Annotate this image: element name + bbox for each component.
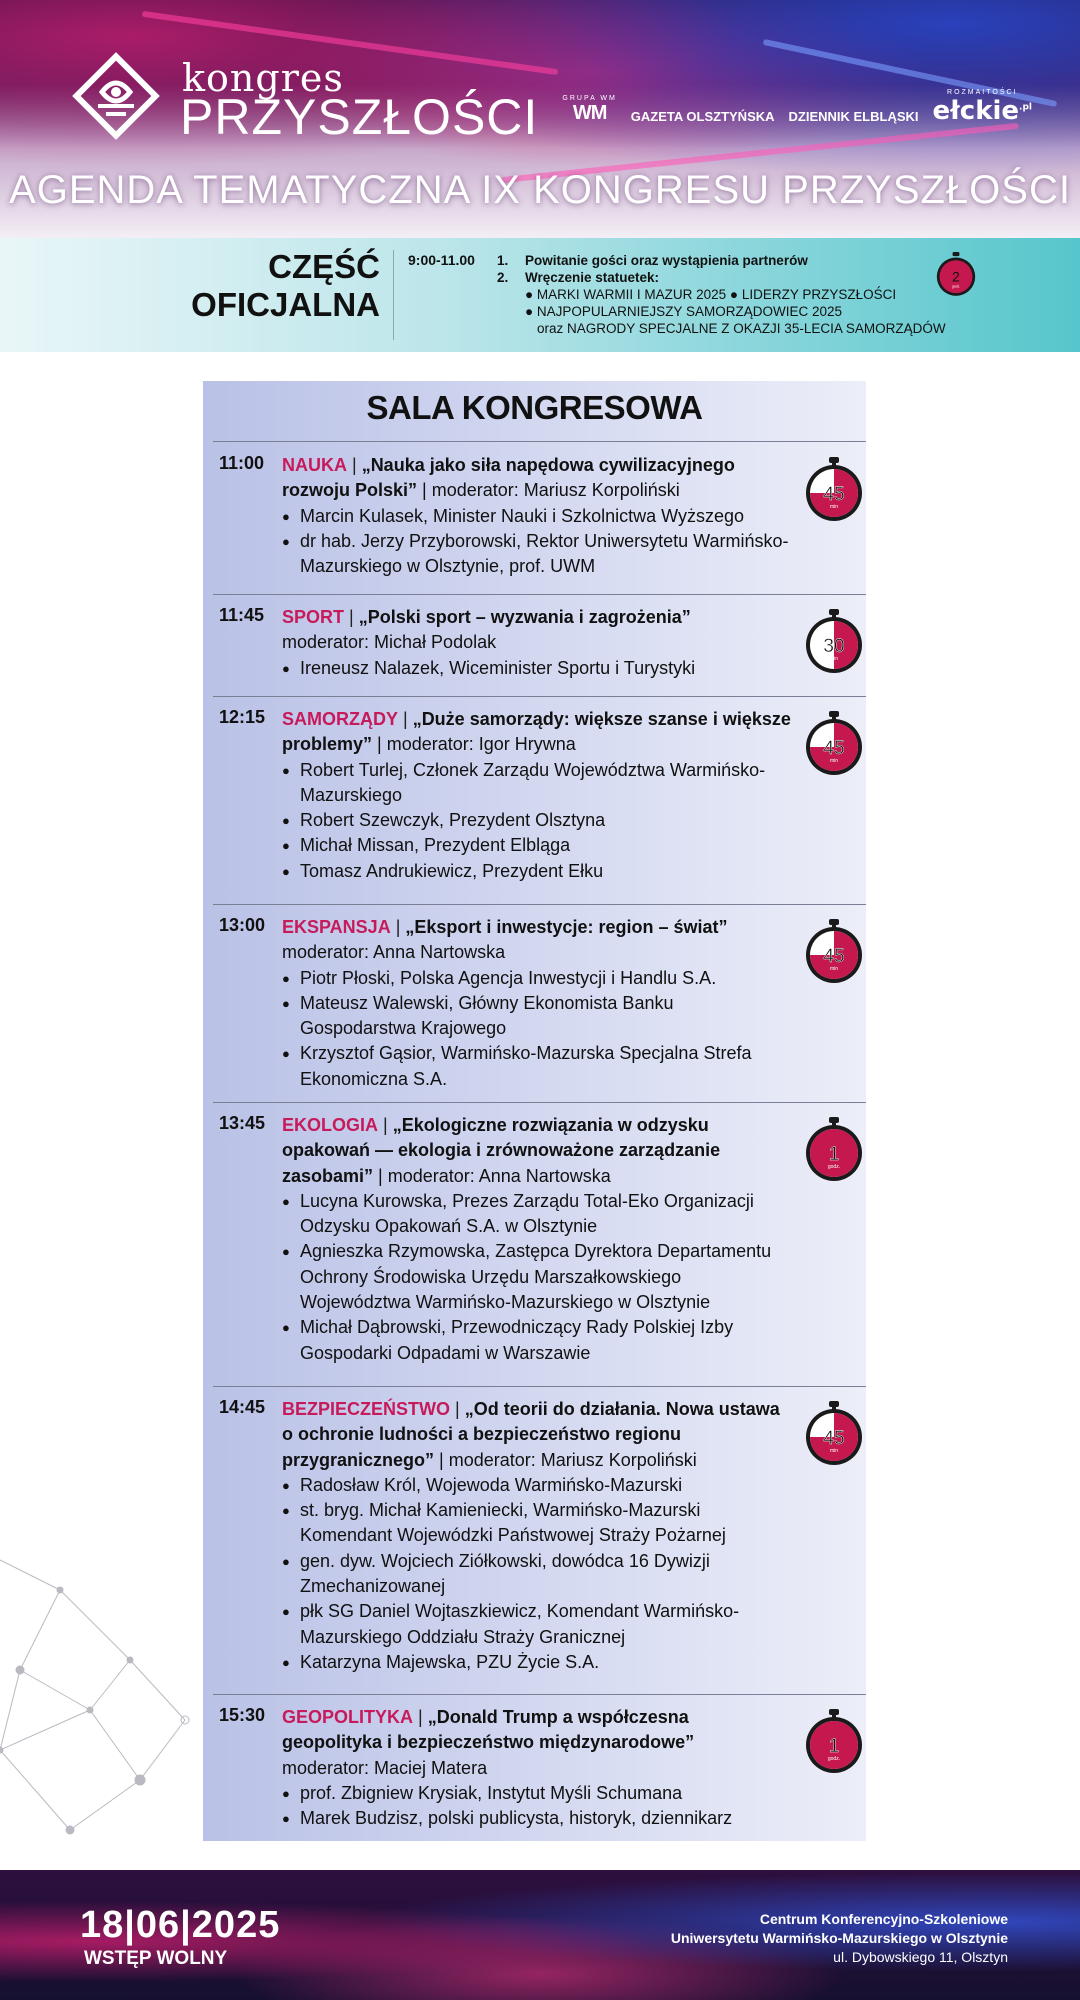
session-category: SPORT [282, 607, 345, 627]
session-category: BEZPIECZEŃSTWO [282, 1399, 451, 1419]
session-time: 13:00 [219, 915, 266, 935]
timer-value: 30 [823, 636, 845, 657]
speaker-item: ● Marek Budzisz, polski publicysta, historyk, dziennikarz [282, 1806, 792, 1831]
stopwatch-icon [802, 609, 866, 679]
timer-unit: min [829, 504, 839, 510]
session-body [282, 1397, 792, 1675]
timer-value: 45 [823, 946, 845, 967]
partner-elckie-suffix: .pl [1019, 101, 1032, 112]
timer-unit: min [829, 1448, 839, 1454]
session-topic: „Donald Trump a współczesna geopolityka i bezpieczeństwo międzynarodowe” [282, 1707, 695, 1753]
timer-value: 1 [828, 1736, 840, 1757]
separator: | [450, 1399, 465, 1419]
official-items [497, 252, 946, 337]
speaker-item: ● Michał Missan, Prezydent Elbląga [282, 833, 792, 858]
official-title-line1: CZĘŚĆ [268, 248, 380, 285]
venue-line: ul. Dybowskiego 11, Olsztyn [833, 1949, 1008, 1965]
agenda-session [213, 905, 866, 1103]
kongres-logo-icon [68, 48, 164, 144]
entry-info: WSTĘP WOLNY [84, 1948, 228, 1969]
agenda-session [213, 697, 866, 905]
official-item-number: 1. [497, 253, 509, 268]
session-time: 13:45 [219, 1113, 266, 1133]
official-item-number: 2. [497, 270, 509, 285]
official-part-band [0, 238, 1080, 352]
speaker-list [282, 966, 792, 1092]
speaker-item: ● gen. dyw. Wojciech Ziółkowski, dowódca 16 Dywizji Zmechanizowanej [282, 1549, 792, 1600]
timer-value: 2 [952, 269, 960, 285]
speaker-item: ● Katarzyna Majewska, PZU Życie S.A. [282, 1650, 792, 1675]
official-time: 9:00-11.00 [408, 252, 475, 268]
session-time: 11:45 [219, 605, 265, 625]
official-item-awards: Wręczenie statuetek: [525, 270, 660, 285]
timer-value: 45 [823, 738, 845, 759]
partner-logos [562, 89, 1032, 126]
session-moderator: moderator: Anna Nartowska [282, 942, 506, 963]
partner-grupa-label: GRUPA WM [562, 94, 617, 102]
speaker-item: ● płk SG Daniel Wojtaszkiewicz, Komendant Warmińsko-Mazurskiego Oddziału Straży Granicznej [282, 1599, 792, 1650]
separator: | [398, 709, 413, 729]
stopwatch-icon [934, 252, 978, 300]
session-body [282, 605, 792, 681]
session-category: SAMORZĄDY [282, 709, 398, 729]
stopwatch-icon [802, 919, 866, 989]
speaker-item: ● Piotr Płoski, Polska Agencja Inwestycji i Handlu S.A. [282, 966, 792, 991]
speaker-item: ● Michał Dąbrowski, Przewodniczący Rady Polskiej Izby Gospodarki Odpadami w Warszawie [282, 1315, 792, 1366]
session-topic: „Polski sport – wyzwania i zagrożenia” [358, 607, 691, 627]
speaker-item: ● Marcin Kulasek, Minister Nauki i Szkolnictwa Wyższego [282, 504, 792, 529]
speaker-item: ● Robert Szewczyk, Prezydent Olsztyna [282, 808, 792, 833]
official-part-title [191, 248, 380, 324]
timer-value: 1 [828, 1144, 840, 1165]
session-topic: „Nauka jako siła napędowa cywilizacyjnego rozwoju Polski” [282, 455, 735, 501]
official-award-line: ● MARKI WARMII I MAZUR 2025 ● LIDERZY PRZYSZŁOŚCI [525, 287, 897, 302]
speaker-list [282, 758, 792, 884]
session-category: NAUKA [282, 455, 347, 475]
speaker-item: ● Radosław Król, Wojewoda Warmińsko-Mazurski [282, 1473, 792, 1498]
stopwatch-icon [802, 1709, 866, 1779]
partner-elckie [932, 89, 1032, 126]
session-topic: „Od teorii do działania. Nowa ustawa o ochronie ludności a bezpieczeństwo regionu przygranicznego” [282, 1399, 780, 1470]
agenda-session [213, 1695, 866, 1841]
brand-name-top: kongres [182, 56, 344, 100]
separator: | [378, 1115, 393, 1135]
session-time: 12:15 [219, 707, 266, 727]
speaker-item: ● Tomasz Andrukiewicz, Prezydent Ełku [282, 859, 792, 884]
timer-value: 45 [823, 1428, 845, 1449]
official-award-line: ● NAJPOPULARNIEJSZY SAMORZĄDOWIEC 2025 [525, 304, 842, 319]
session-body [282, 707, 792, 884]
partner-grupa-wm [562, 96, 616, 124]
speaker-item: ● Krzysztof Gąsior, Warmińsko-Mazurska Specjalna Strefa Ekonomiczna S.A. [282, 1041, 792, 1092]
session-moderator: | moderator: Mariusz Korpoliński [434, 1449, 697, 1470]
agenda-session [213, 1387, 866, 1695]
hall-title: SALA KONGRESOWA [366, 389, 703, 426]
official-award-line: oraz NAGRODY SPECJALNE Z OKAZJI 35-LECIA SAMORZĄDÓW [537, 321, 946, 336]
session-topic: „Ekologiczne rozwiązania w odzysku opakowań — ekologia i zrównoważone zarządzanie zasobami” [282, 1115, 721, 1186]
agenda-title: AGENDA TEMATYCZNA IX KONGRESU PRZYSZŁOŚCI [9, 168, 1071, 212]
speaker-item: ● Mateusz Walewski, Główny Ekonomista Banku Gospodarstwa Krajowego [282, 991, 792, 1042]
network-decoration-icon [0, 1550, 200, 1880]
speaker-item: ● Ireneusz Nalazek, Wiceminister Sportu i Turystyki [282, 656, 792, 681]
stopwatch-icon [802, 711, 866, 781]
divider [213, 441, 866, 442]
session-time: 14:45 [219, 1397, 266, 1417]
stopwatch-icon [802, 1117, 866, 1187]
session-topic: „Duże samorządy: większe szanse i większe problemy” [282, 709, 791, 755]
header-banner [0, 0, 1080, 240]
session-body [282, 1113, 792, 1366]
agenda-session [213, 1103, 866, 1387]
separator: | [413, 1707, 428, 1727]
session-category: EKSPANSJA [282, 917, 391, 937]
speaker-item: ● Agnieszka Rzymowska, Zastępca Dyrektora Departamentu Ochrony Środowiska Urzędu Marszałkowskiego Województwa Warmińsko-Mazurskiego w Olsztynie [282, 1239, 792, 1315]
timer-unit: min [829, 966, 839, 972]
venue-line: Uniwersytetu Warmińsko-Mazurskiego w Olsztynie [670, 1930, 1008, 1946]
speaker-item: ● Robert Turlej, Członek Zarządu Województwa Warmińsko-Mazurskiego [282, 758, 792, 809]
session-body [282, 1705, 792, 1831]
venue-line: Centrum Konferencyjno-Szkoleniowe [759, 1911, 1008, 1927]
agenda-session [213, 595, 866, 697]
official-title-line2: OFICJALNA [191, 285, 380, 323]
session-time: 11:00 [219, 453, 265, 473]
timer-value: 45 [823, 484, 845, 505]
timer-unit: min [829, 656, 839, 662]
event-date: 18|06|2025 [80, 1904, 281, 1946]
speaker-item: ● prof. Zbigniew Krysiak, Instytut Myśli Schumana [282, 1781, 792, 1806]
venue-address [671, 1910, 1008, 1967]
divider [393, 250, 394, 340]
timer-unit: min [829, 758, 839, 764]
partner-elckie-small: ROZMAITOŚCI [947, 89, 1018, 96]
session-topic: „Eksport i inwestycje: region – świat” [405, 917, 728, 937]
session-time: 15:30 [219, 1705, 266, 1725]
session-moderator: moderator: Maciej Matera [282, 1757, 488, 1778]
session-body [282, 915, 792, 1092]
timer-unit: godz. [827, 1756, 841, 1762]
speaker-list [282, 1189, 792, 1366]
session-category: EKOLOGIA [282, 1115, 379, 1135]
partner-dziennik-elblaski: DZIENNIK ELBLĄSKI [788, 108, 919, 124]
speaker-item: ● dr hab. Jerzy Przyborowski, Rektor Uniwersytetu Warmińsko-Mazurskiego w Olsztynie, prof. UWM [282, 529, 792, 580]
speaker-list [282, 1781, 792, 1832]
footer-banner [0, 1870, 1080, 2000]
partner-wm-logo: WM [572, 102, 607, 125]
timer-unit: godz. [951, 284, 961, 289]
speaker-item: ● Lucyna Kurowska, Prezes Zarządu Total-Eko Organizacji Odzysku Opakowań S.A. w Olsztynie [282, 1189, 792, 1240]
separator: | [390, 917, 406, 937]
separator: | [344, 607, 359, 627]
speaker-list [282, 504, 792, 580]
agenda-session [213, 443, 866, 595]
session-body [282, 453, 792, 579]
session-moderator: | moderator: Igor Hrywna [372, 734, 576, 755]
stopwatch-icon [802, 457, 866, 527]
session-moderator: | moderator: Anna Nartowska [373, 1165, 611, 1186]
partner-gazeta-olsztynska: GAZETA OLSZTYŃSKA [630, 108, 775, 124]
speaker-item: ● st. bryg. Michał Kamieniecki, Warmińsko-Mazurski Komendant Wojewódzki Państwowej Straży Pożarnej [282, 1498, 792, 1549]
session-moderator: | moderator: Mariusz Korpoliński [417, 480, 680, 501]
speaker-list [282, 1473, 792, 1675]
timer-unit: godz. [827, 1164, 841, 1170]
partner-elckie-logo: ełckie [932, 95, 1020, 126]
separator: | [347, 455, 362, 475]
official-item-welcome: Powitanie gości oraz wystąpienia partnerów [525, 253, 808, 268]
brand-name-bottom: PRZYSZŁOŚCI [180, 89, 539, 145]
sala-kongresowa-panel [203, 381, 866, 1841]
stopwatch-icon [802, 1401, 866, 1471]
speaker-list [282, 656, 792, 681]
session-category: GEOPOLITYKA [282, 1707, 414, 1727]
session-moderator: moderator: Michał Podolak [282, 632, 497, 653]
